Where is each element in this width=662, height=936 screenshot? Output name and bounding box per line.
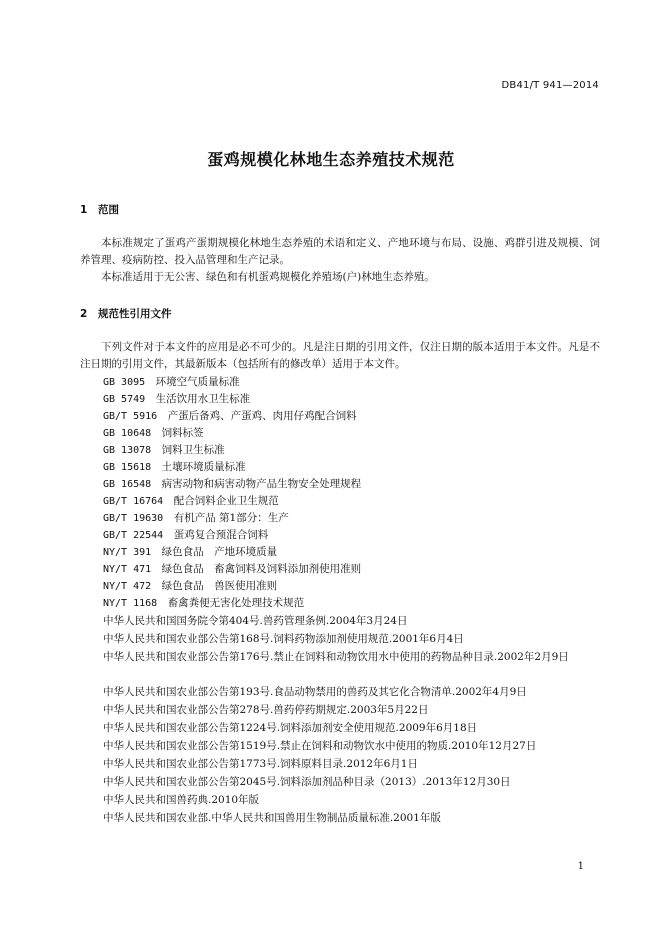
reference-title: 饲料标签 bbox=[161, 427, 204, 439]
reference-code: NY/T 472 bbox=[103, 581, 152, 592]
regulation-item: 中华人民共和国农业部.中华人民共和国兽用生物制品质量标准.2001年版 bbox=[103, 812, 441, 824]
section-2-number: 2 bbox=[80, 308, 88, 320]
section-1-number: 1 bbox=[80, 204, 88, 216]
regulation-item: 中华人民共和国农业部公告第1773号.饲料原料目录.2012年6月1日 bbox=[103, 758, 418, 770]
reference-code: GB 16548 bbox=[103, 479, 152, 490]
reference-item bbox=[103, 391, 603, 408]
reference-code: NY/T 471 bbox=[103, 564, 152, 575]
reference-title: 畜禽粪便无害化处理技术规范 bbox=[167, 597, 305, 609]
reference-code: GB/T 19630 bbox=[103, 513, 164, 524]
regulation-item: 中华人民共和国农业部公告第2045号.饲料添加剂品种目录（2013）.2013年12月30日 bbox=[103, 776, 511, 788]
reference-item bbox=[103, 561, 603, 578]
regulation-item: 中华人民共和国农业部公告第278号.兽药停药期规定.2003年5月22日 bbox=[103, 704, 429, 716]
document-title: 蛋鸡规模化林地生态养殖技术规范 bbox=[207, 150, 455, 169]
regulation-item: 中华人民共和国农业部公告第168号.饲料药物添加剂使用规范.2001年6月4日 bbox=[103, 633, 464, 645]
reference-title: 绿色食品 畜禽饲料及饲料添加剂使用准则 bbox=[161, 563, 362, 575]
reference-item bbox=[103, 578, 603, 595]
section-1-paragraph-1: 本标准规定了蛋鸡产蛋期规模化林地生态养殖的术语和定义、产地环境与布局、设施、鸡群引进及规模、饲养管理、疫病防控、投入品管理和生产记录。 bbox=[80, 237, 600, 266]
section-2-title: 规范性引用文件 bbox=[98, 308, 172, 320]
reference-code: NY/T 391 bbox=[103, 547, 152, 558]
reference-title: 蛋鸡复合预混合饲料 bbox=[173, 529, 269, 541]
regulation-item: 中华人民共和国农业部公告第1519号.禁止在饲料和动物饮水中使用的物质.2010年12月27日 bbox=[103, 740, 537, 752]
reference-code: GB/T 16764 bbox=[103, 496, 164, 507]
standard-code: DB41/T 941—2014 bbox=[501, 80, 599, 91]
reference-code: GB 3095 bbox=[103, 377, 146, 388]
section-1-heading bbox=[80, 202, 119, 217]
reference-code: GB 15618 bbox=[103, 462, 152, 473]
reference-item bbox=[103, 476, 603, 493]
reference-item bbox=[103, 493, 603, 510]
reference-title: 产蛋后备鸡、产蛋鸡、肉用仔鸡配合饲料 bbox=[167, 410, 357, 422]
reference-item bbox=[103, 374, 603, 391]
reference-code: GB 10648 bbox=[103, 428, 152, 439]
section-1-title: 范围 bbox=[98, 204, 119, 216]
reference-code: NY/T 1168 bbox=[103, 598, 158, 609]
regulation-item: 中华人民共和国国务院令第404号.兽药管理条例.2004年3月24日 bbox=[103, 615, 408, 627]
reference-title: 生活饮用水卫生标准 bbox=[155, 393, 251, 405]
regulation-item: 中华人民共和国农业部公告第1224号.饲料添加剂安全使用规范.2009年6月18日 bbox=[103, 722, 478, 734]
reference-title: 病害动物和病害动物产品生物安全处理规程 bbox=[161, 478, 362, 490]
reference-item bbox=[103, 595, 603, 612]
page-number: 1 bbox=[577, 861, 584, 872]
reference-title: 有机产品 第1部分：生产 bbox=[173, 512, 289, 524]
reference-item bbox=[103, 510, 603, 527]
reference-code: GB 13078 bbox=[103, 445, 152, 456]
reference-item bbox=[103, 408, 603, 425]
section-2-heading bbox=[80, 306, 172, 321]
section-2-intro: 下列文件对于本文件的应用是必不可少的。凡是注日期的引用文件，仅注日期的版本适用于本文件。凡是不注日期的引用文件，其最新版本（包括所有的修改单）适用于本文件。 bbox=[80, 341, 600, 370]
reference-code: GB/T 22544 bbox=[103, 530, 164, 541]
regulation-item: 中华人民共和国兽药典.2010年版 bbox=[103, 794, 260, 806]
reference-title: 配合饲料企业卫生规范 bbox=[173, 495, 279, 507]
reference-code: GB 5749 bbox=[103, 394, 146, 405]
section-1-paragraph-2: 本标准适用于无公害、绿色和有机蛋鸡规模化养殖场(户)林地生态养殖。 bbox=[101, 271, 435, 283]
reference-title: 环境空气质量标准 bbox=[155, 376, 240, 388]
reference-item bbox=[103, 459, 603, 476]
regulation-item: 中华人民共和国农业部公告第176号.禁止在饲料和动物饮用水中使用的药物品种目录.2002年2月9日 bbox=[103, 651, 569, 663]
reference-code: GB/T 5916 bbox=[103, 411, 158, 422]
reference-item bbox=[103, 544, 603, 561]
reference-title: 绿色食品 产地环境质量 bbox=[161, 546, 278, 558]
reference-item bbox=[103, 425, 603, 442]
reference-title: 绿色食品 兽医使用准则 bbox=[161, 580, 278, 592]
regulation-item: 中华人民共和国农业部公告第193号.食品动物禁用的兽药及其它化合物清单.2002年4月9日 bbox=[103, 686, 527, 698]
reference-title: 土壤环境质量标准 bbox=[161, 461, 246, 473]
reference-item bbox=[103, 527, 603, 544]
reference-item bbox=[103, 442, 603, 459]
reference-title: 饲料卫生标准 bbox=[161, 444, 225, 456]
